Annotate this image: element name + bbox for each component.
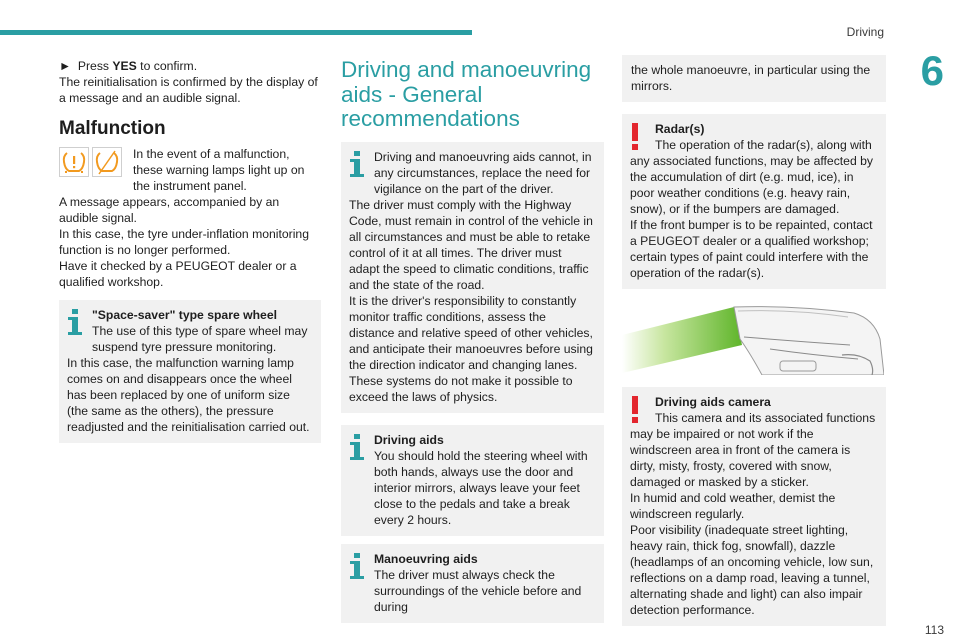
spare-wheel-text: The use of this type of spare wheel may suspend tyre pressure monitoring.	[92, 324, 308, 354]
confirm-note: The reinitialisation is confirmed by the display of a message and an audible signal.	[59, 75, 318, 105]
malfunction-text-3: Have it checked by a PEUGEOT dealer or a qualified workshop.	[59, 259, 297, 289]
column-left	[59, 58, 321, 451]
driving-aids-text: You should hold the steering wheel with both hands, always use the door and interior mirrors, always leave your feet close to the pedals and take a break every 2 hours.	[374, 448, 588, 527]
malfunction-text-1: A message appears, accompanied by an audible signal.	[59, 195, 280, 225]
recommendation-text-2: The driver must comply with the Highway Code, must remain in control of the vehicle in all circumstances and must be able to retake control of it at all times. The driver must adapt the speed to climatic conditions, traffic and the state of the road.	[349, 197, 593, 292]
manoeuvring-aids-box-continued	[622, 55, 886, 102]
info-icon	[349, 434, 365, 462]
exclamation-icon	[631, 123, 639, 151]
driving-aids-title: Driving aids	[374, 432, 444, 447]
malfunction-text-2: In this case, the tyre under-inflation monitoring function is no longer performed.	[59, 227, 309, 257]
camera-text: This camera and its associated functions may be impaired or not work if the windscreen area in front of the camera is dirty, misty, frosty, covered with snow, damaged or masked by a sticker.	[630, 411, 876, 489]
camera-text-2: In humid and cold weather, demist the windscreen regularly.	[630, 491, 836, 521]
camera-warning-box	[622, 387, 886, 626]
general-recommendations-box	[341, 142, 604, 413]
malfunction-heading: Malfunction	[59, 118, 166, 139]
manoeuvring-aids-box	[341, 544, 604, 623]
exclamation-icon	[631, 396, 639, 424]
key-yes: YES	[112, 59, 137, 73]
radar-warning-box	[622, 114, 886, 289]
windscreen-camera-illustration	[622, 305, 884, 375]
chapter-number: 6	[920, 47, 944, 94]
header-accent-bar	[0, 30, 472, 35]
recommendation-text-4: These systems do not make it possible to exceed the laws of physics.	[349, 373, 573, 404]
malfunction-block	[59, 146, 321, 194]
column-right	[622, 55, 886, 634]
page-number: 113	[924, 623, 944, 637]
confirm-step: ► Press YES to confirm.	[59, 59, 198, 73]
page-title: Driving and manoeuvring aids - General recommendations	[341, 57, 592, 131]
tyre-pressure-malfunction-icon	[92, 147, 122, 177]
radar-title: Radar(s)	[655, 122, 705, 136]
spare-wheel-info-box	[59, 300, 321, 443]
manoeuvring-aids-title: Manoeuvring aids	[374, 551, 478, 566]
malfunction-intro: In the event of a malfunction, these warning lamps light up on the instrument panel.	[133, 147, 305, 193]
recommendation-text-1: Driving and manoeuvring aids cannot, in any circumstances, replace the need for vigilance on the part of the driver.	[374, 149, 592, 196]
camera-text-3: Poor visibility (inadequate street lighting, heavy rain, thick fog, snowfall), dazzle (headlamps of an oncoming vehicle, low sun, reflections on a damp road, leaving a tunnel, alternating shade and light) can also impair detection performance.	[630, 523, 874, 617]
info-icon	[67, 309, 83, 337]
radar-text-2: If the front bumper is to be repainted, contact a PEUGEOT dealer or a qualified workshop; certain types of paint could interfere with the operation of the radar(s).	[630, 218, 873, 280]
spare-wheel-text-2: In this case, the malfunction warning lamp comes on and disappears once the wheel has been replaced by one of uniform size (the same as the others), the pressure readjusted and the reinitialisation carried out.	[67, 356, 310, 434]
section-title: Driving	[846, 25, 884, 39]
tyre-pressure-warning-icon	[59, 147, 89, 177]
camera-title: Driving aids camera	[655, 395, 771, 409]
spare-wheel-title: "Space-saver" type spare wheel	[92, 308, 277, 322]
info-icon	[349, 553, 365, 581]
bullet-arrow-icon: ►	[59, 59, 72, 73]
driving-aids-box	[341, 425, 604, 536]
manoeuvring-aids-text: The driver must always check the surroundings of the vehicle before and during	[374, 567, 582, 614]
manoeuvring-aids-text-continued: the whole manoeuvre, in particular using the mirrors.	[631, 63, 871, 93]
radar-text: The operation of the radar(s), along with any associated functions, may be affected by the accumulation of dirt (e.g. mud, ice), in poor weather conditions (e.g. heavy rain, snow), or if the bumpers are damaged.	[630, 138, 873, 216]
info-icon	[349, 151, 365, 179]
recommendation-text-3: It is the driver's responsibility to constantly monitor traffic conditions, assess the distance and relative speed of other vehicles, and anticipate their manoeuvres before using the direction indicator and changing lanes.	[349, 293, 593, 372]
column-middle	[341, 58, 604, 631]
